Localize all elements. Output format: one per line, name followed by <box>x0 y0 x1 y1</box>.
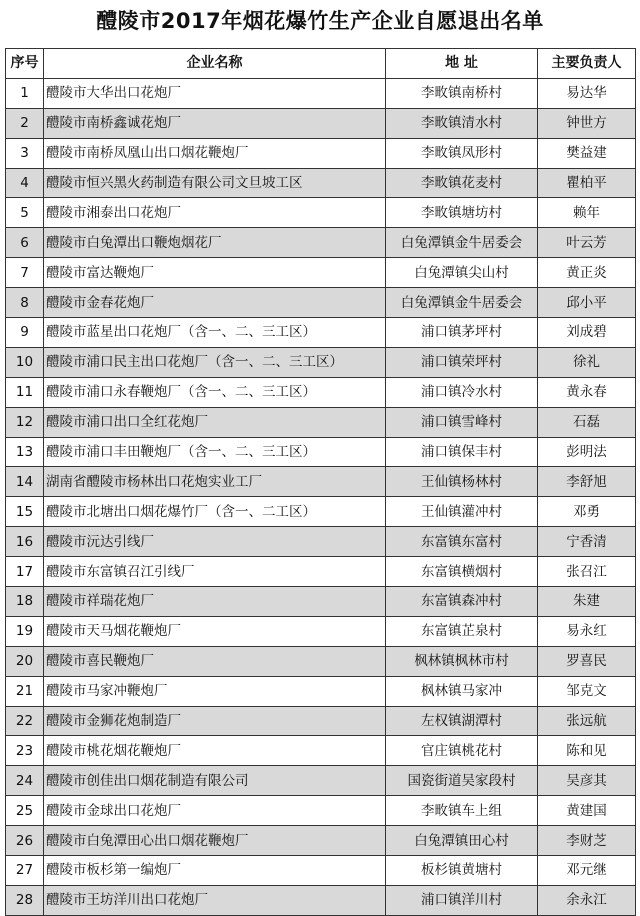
cell-address: 东富镇横烟村 <box>386 557 538 587</box>
cell-index: 17 <box>6 557 44 587</box>
cell-enterprise-name: 醴陵市王坊洋川出口花炮厂 <box>44 885 386 915</box>
cell-index: 12 <box>6 407 44 437</box>
table-row <box>6 826 636 856</box>
cell-address: 李畋镇凤形村 <box>386 138 538 168</box>
table-row <box>6 318 636 348</box>
cell-person-in-charge: 易达华 <box>538 78 636 108</box>
cell-address: 浦口镇雪峰村 <box>386 407 538 437</box>
cell-address: 枫林镇枫林市村 <box>386 646 538 676</box>
cell-enterprise-name: 醴陵市喜民鞭炮厂 <box>44 646 386 676</box>
cell-enterprise-name: 醴陵市天马烟花鞭炮厂 <box>44 616 386 646</box>
table-row <box>6 766 636 796</box>
cell-person-in-charge: 彭明法 <box>538 437 636 467</box>
table-row <box>6 78 636 108</box>
cell-index: 15 <box>6 497 44 527</box>
cell-enterprise-name: 醴陵市金球出口花炮厂 <box>44 796 386 826</box>
table-row <box>6 228 636 258</box>
cell-enterprise-name: 醴陵市浦口民主出口花炮厂（含一、二、三工区） <box>44 347 386 377</box>
cell-enterprise-name: 醴陵市南桥鑫诚花炮厂 <box>44 108 386 138</box>
table-row <box>6 138 636 168</box>
cell-address: 浦口镇保丰村 <box>386 437 538 467</box>
cell-person-in-charge: 张召江 <box>538 557 636 587</box>
cell-index: 24 <box>6 766 44 796</box>
cell-index: 4 <box>6 168 44 198</box>
cell-person-in-charge: 刘成碧 <box>538 318 636 348</box>
cell-index: 1 <box>6 78 44 108</box>
cell-address: 浦口镇冷水村 <box>386 377 538 407</box>
header-person: 主要负责人 <box>538 49 636 79</box>
cell-person-in-charge: 徐礼 <box>538 347 636 377</box>
table-row <box>6 706 636 736</box>
cell-address: 王仙镇灌冲村 <box>386 497 538 527</box>
cell-enterprise-name: 醴陵市恒兴黑火药制造有限公司文旦坡工区 <box>44 168 386 198</box>
cell-index: 6 <box>6 228 44 258</box>
cell-index: 19 <box>6 616 44 646</box>
cell-enterprise-name: 湖南省醴陵市杨林出口花炮实业工厂 <box>44 467 386 497</box>
table-row <box>6 646 636 676</box>
cell-index: 9 <box>6 318 44 348</box>
cell-person-in-charge: 李财芝 <box>538 826 636 856</box>
cell-enterprise-name: 醴陵市白兔潭出口鞭炮烟花厂 <box>44 228 386 258</box>
cell-address: 李畋镇南桥村 <box>386 78 538 108</box>
cell-person-in-charge: 邱小平 <box>538 288 636 318</box>
cell-address: 东富镇森冲村 <box>386 587 538 617</box>
cell-address: 官庄镇桃花村 <box>386 736 538 766</box>
cell-index: 25 <box>6 796 44 826</box>
header-index: 序号 <box>6 49 44 79</box>
cell-address: 李畋镇清水村 <box>386 108 538 138</box>
table-header-row <box>6 49 636 79</box>
cell-person-in-charge: 易永红 <box>538 616 636 646</box>
cell-index: 21 <box>6 676 44 706</box>
table-row <box>6 108 636 138</box>
header-name: 企业名称 <box>44 49 386 79</box>
cell-enterprise-name: 醴陵市北塘出口烟花爆竹厂（含一、二工区） <box>44 497 386 527</box>
cell-index: 22 <box>6 706 44 736</box>
table-row <box>6 736 636 766</box>
table-row <box>6 437 636 467</box>
cell-enterprise-name: 醴陵市蓝星出口花炮厂（含一、二、三工区） <box>44 318 386 348</box>
table-row <box>6 796 636 826</box>
cell-address: 白兔潭镇尖山村 <box>386 258 538 288</box>
cell-enterprise-name: 醴陵市浦口出口全红花炮厂 <box>44 407 386 437</box>
cell-index: 10 <box>6 347 44 377</box>
cell-index: 3 <box>6 138 44 168</box>
cell-address: 白兔潭镇金牛居委会 <box>386 228 538 258</box>
cell-person-in-charge: 陈和见 <box>538 736 636 766</box>
cell-person-in-charge: 朱建 <box>538 587 636 617</box>
table-row <box>6 258 636 288</box>
cell-enterprise-name: 醴陵市南桥凤凰山出口烟花鞭炮厂 <box>44 138 386 168</box>
cell-index: 20 <box>6 646 44 676</box>
cell-enterprise-name: 醴陵市金春花炮厂 <box>44 288 386 318</box>
enterprise-table <box>5 48 636 916</box>
cell-enterprise-name: 醴陵市富达鞭炮厂 <box>44 258 386 288</box>
cell-index: 11 <box>6 377 44 407</box>
cell-address: 浦口镇茅坪村 <box>386 318 538 348</box>
cell-person-in-charge: 罗喜民 <box>538 646 636 676</box>
cell-address: 枫林镇马家冲 <box>386 676 538 706</box>
table-row <box>6 407 636 437</box>
table-row <box>6 347 636 377</box>
cell-enterprise-name: 醴陵市浦口丰田鞭炮厂（含一、二、三工区） <box>44 437 386 467</box>
cell-person-in-charge: 邓元继 <box>538 856 636 886</box>
cell-address: 国瓷街道吴家段村 <box>386 766 538 796</box>
cell-address: 李畋镇花麦村 <box>386 168 538 198</box>
cell-person-in-charge: 叶云芳 <box>538 228 636 258</box>
cell-index: 8 <box>6 288 44 318</box>
table-row <box>6 198 636 228</box>
cell-enterprise-name: 醴陵市浦口永春鞭炮厂（含一、二、三工区） <box>44 377 386 407</box>
cell-person-in-charge: 邹克文 <box>538 676 636 706</box>
table-row <box>6 885 636 915</box>
cell-enterprise-name: 醴陵市马家冲鞭炮厂 <box>44 676 386 706</box>
table-row <box>6 676 636 706</box>
cell-person-in-charge: 宁香清 <box>538 527 636 557</box>
cell-address: 东富镇东富村 <box>386 527 538 557</box>
table-row <box>6 497 636 527</box>
cell-index: 14 <box>6 467 44 497</box>
header-address: 地 址 <box>386 49 538 79</box>
cell-index: 13 <box>6 437 44 467</box>
table-row <box>6 467 636 497</box>
table-row <box>6 168 636 198</box>
cell-index: 5 <box>6 198 44 228</box>
cell-enterprise-name: 醴陵市祥瑞花炮厂 <box>44 587 386 617</box>
cell-person-in-charge: 张远航 <box>538 706 636 736</box>
cell-person-in-charge: 吴彦其 <box>538 766 636 796</box>
table-body <box>6 78 636 915</box>
cell-person-in-charge: 黄建国 <box>538 796 636 826</box>
cell-index: 16 <box>6 527 44 557</box>
cell-person-in-charge: 樊益建 <box>538 138 636 168</box>
cell-enterprise-name: 醴陵市桃花烟花鞭炮厂 <box>44 736 386 766</box>
cell-address: 浦口镇荣坪村 <box>386 347 538 377</box>
cell-index: 26 <box>6 826 44 856</box>
cell-enterprise-name: 醴陵市东富镇召江引线厂 <box>44 557 386 587</box>
cell-person-in-charge: 黄正炎 <box>538 258 636 288</box>
table-row <box>6 557 636 587</box>
cell-person-in-charge: 余永江 <box>538 885 636 915</box>
cell-enterprise-name: 醴陵市湘泰出口花炮厂 <box>44 198 386 228</box>
table-row <box>6 288 636 318</box>
cell-person-in-charge: 黄永春 <box>538 377 636 407</box>
cell-person-in-charge: 李舒旭 <box>538 467 636 497</box>
cell-address: 李畋镇塘坊村 <box>386 198 538 228</box>
cell-index: 2 <box>6 108 44 138</box>
cell-address: 东富镇芷泉村 <box>386 616 538 646</box>
cell-address: 左权镇湖潭村 <box>386 706 538 736</box>
cell-person-in-charge: 邓勇 <box>538 497 636 527</box>
table-row <box>6 856 636 886</box>
table-row <box>6 527 636 557</box>
cell-index: 27 <box>6 856 44 886</box>
cell-enterprise-name: 醴陵市金狮花炮制造厂 <box>44 706 386 736</box>
cell-enterprise-name: 醴陵市沅达引线厂 <box>44 527 386 557</box>
cell-person-in-charge: 赖年 <box>538 198 636 228</box>
table-row <box>6 587 636 617</box>
cell-address: 白兔潭镇金牛居委会 <box>386 288 538 318</box>
cell-index: 18 <box>6 587 44 617</box>
document-title: 醴陵市2017年烟花爆竹生产企业自愿退出名单 <box>96 9 544 33</box>
cell-enterprise-name: 醴陵市大华出口花炮厂 <box>44 78 386 108</box>
cell-index: 7 <box>6 258 44 288</box>
cell-person-in-charge: 瞿柏平 <box>538 168 636 198</box>
table-row <box>6 377 636 407</box>
cell-address: 板杉镇黄塘村 <box>386 856 538 886</box>
cell-person-in-charge: 石磊 <box>538 407 636 437</box>
cell-person-in-charge: 钟世方 <box>538 108 636 138</box>
cell-address: 浦口镇洋川村 <box>386 885 538 915</box>
cell-enterprise-name: 醴陵市板杉第一编炮厂 <box>44 856 386 886</box>
table-row <box>6 616 636 646</box>
cell-address: 白兔潭镇田心村 <box>386 826 538 856</box>
cell-address: 李畋镇车上组 <box>386 796 538 826</box>
cell-enterprise-name: 醴陵市创佳出口烟花制造有限公司 <box>44 766 386 796</box>
cell-address: 王仙镇杨林村 <box>386 467 538 497</box>
cell-index: 23 <box>6 736 44 766</box>
cell-enterprise-name: 醴陵市白兔潭田心出口烟花鞭炮厂 <box>44 826 386 856</box>
cell-index: 28 <box>6 885 44 915</box>
